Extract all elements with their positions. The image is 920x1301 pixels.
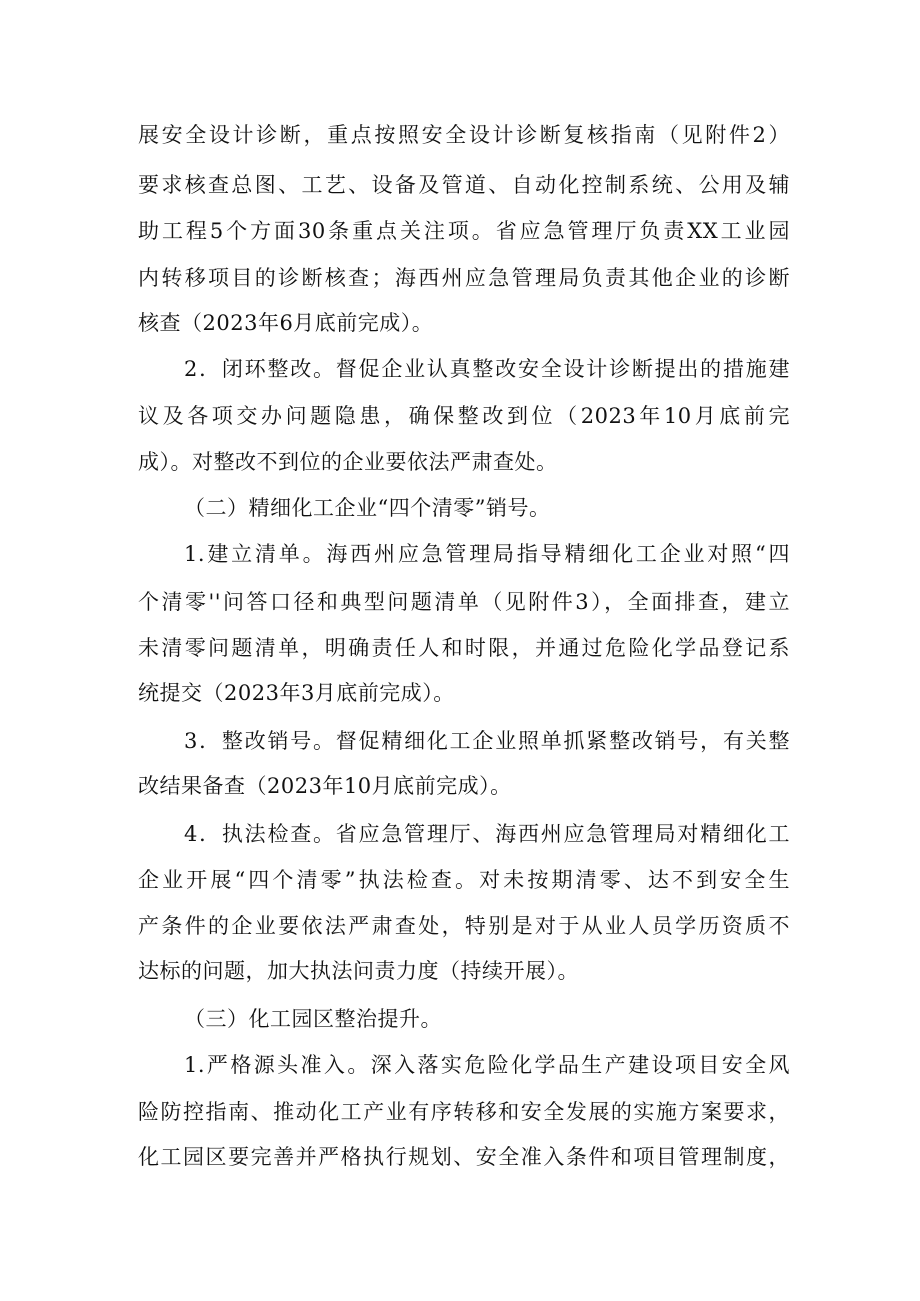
text-line-22: 险防控指南、推动化工产业有序转移和安全发展的实施方案要求， (138, 1100, 790, 1124)
text-line-12: 未清零问题清单，明确责任人和时限，并通过危险化学品登记系 (138, 636, 790, 660)
text-line-15: 改结果备查（2023年10月底前完成）。 (138, 774, 512, 798)
text-line-5: 核查（2023年6月底前完成）。 (138, 311, 434, 335)
text-line-6: 2．闭环整改。督促企业认真整改安全设计诊断提出的措施建 (184, 357, 790, 381)
section-heading-3: （三）化工园区整治提升。 (184, 1007, 442, 1031)
section-heading-2: （二）精细化工企业“四个清零”销号。 (184, 496, 551, 520)
text-line-4: 内转移项目的诊断核查；海西州应急管理局负责其他企业的诊断 (138, 266, 790, 290)
text-line-7: 议及各项交办问题隐患，确保整改到位（2023年10月底前完 (138, 404, 790, 428)
text-line-17: 企业开展“四个清零”执法检查。对未按期清零、达不到安全生 (138, 868, 790, 892)
text-line-23: 化工园区要完善并严格执行规划、安全准入条件和项目管理制度， (138, 1145, 790, 1169)
text-line-19: 达标的问题，加大执法问责力度（持续开展）。 (138, 959, 579, 983)
text-line-13: 统提交（2023年3月底前完成）。 (138, 681, 455, 705)
text-line-2: 要求核查总图、工艺、设备及管道、自动化控制系统、公用及辅 (138, 173, 790, 197)
text-line-18: 产条件的企业要依法严肃查处，特别是对于从业人员学历资质不 (138, 914, 790, 938)
text-line-8: 成）。对整改不到位的企业要依法严肃查处。 (138, 450, 558, 474)
text-line-10: 1.建立清单。海西州应急管理局指导精细化工企业对照“四 (184, 542, 790, 566)
text-line-11: 个清零''问答口径和典型问题清单（见附件3），全面排查，建立 (138, 590, 790, 614)
text-line-21: 1.严格源头准入。深入落实危险化学品生产建设项目安全风 (184, 1053, 790, 1077)
text-line-3: 助工程5个方面30条重点关注项。省应急管理厅负责XX工业园 (138, 219, 790, 243)
text-line-16: 4．执法检查。省应急管理厅、海西州应急管理局对精细化工 (184, 822, 790, 846)
text-line-1: 展安全设计诊断，重点按照安全设计诊断复核指南（见附件2） (138, 123, 790, 147)
text-line-14: 3．整改销号。督促精细化工企业照单抓紧整改销号，有关整 (184, 729, 790, 753)
